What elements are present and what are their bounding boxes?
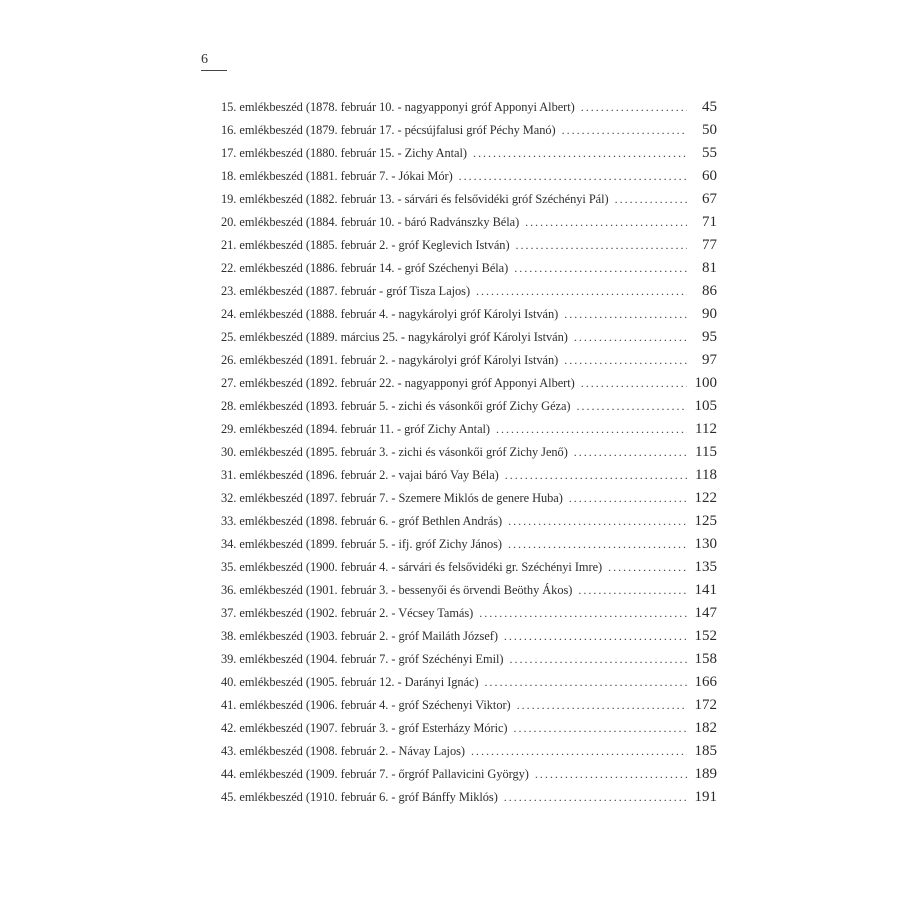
toc-dot-leader [575,372,687,395]
toc-dot-leader [602,556,687,579]
toc-entry [221,487,717,510]
toc-entry-title: 28. emlékbeszéd (1893. február 5. - zichi és vásonkői gróf Zichy Géza) [221,399,571,413]
toc-entry [221,441,717,464]
toc-entry [221,671,717,694]
toc-entry-page-number: 77 [702,237,717,253]
toc-entry-page-number: 71 [702,214,717,230]
toc-entry-page-number: 158 [694,651,717,667]
toc-dot-leader [508,257,687,280]
toc-entry-title: 15. emlékbeszéd (1878. február 10. - nagyapponyi gróf Apponyi Albert) [221,100,575,114]
toc-entry-page-number: 118 [695,467,717,483]
toc-entry [221,579,717,602]
toc-entry-page-number: 95 [702,329,717,345]
toc-entry [221,372,717,395]
toc-entry-page-number: 191 [694,789,717,805]
toc-entry [221,165,717,188]
toc-entry-title: 41. emlékbeszéd (1906. február 4. - gróf Széchenyi Viktor) [221,698,511,712]
toc-entry-title: 18. emlékbeszéd (1881. február 7. - Jókai Mór) [221,169,453,183]
toc-entry-page-number: 86 [702,283,717,299]
toc-entry [221,96,717,119]
toc-dot-leader [556,119,687,142]
toc-entry-title: 40. emlékbeszéd (1905. február 12. - Darányi Ignác) [221,675,479,689]
toc-entry [221,763,717,786]
toc-entry-page-number: 55 [702,145,717,161]
toc-dot-leader [558,349,687,372]
toc-dot-leader [575,96,687,119]
toc-entry-page-number: 189 [694,766,717,782]
toc-entry [221,234,717,257]
toc-entry-page-number: 185 [694,743,717,759]
toc-entry-page-number: 105 [694,398,717,414]
toc-entry-page-number: 135 [694,559,717,575]
page-number: 6 [201,52,208,67]
toc-entry-title: 44. emlékbeszéd (1909. február 7. - őrgróf Pallavicini György) [221,767,529,781]
toc-entry-page-number: 112 [695,421,717,437]
toc-entry [221,188,717,211]
toc-entry [221,349,717,372]
toc-entry-title: 42. emlékbeszéd (1907. február 3. - gróf Esterházy Móric) [221,721,508,735]
toc-dot-leader [502,533,687,556]
toc-dot-leader [499,464,687,487]
toc-entry-page-number: 182 [694,720,717,736]
toc-entry-page-number: 125 [694,513,717,529]
toc-entry [221,418,717,441]
toc-dot-leader [502,510,687,533]
toc-entry-title: 25. emlékbeszéd (1889. március 25. - nagykárolyi gróf Károlyi István) [221,330,568,344]
toc-entry-title: 22. emlékbeszéd (1886. február 14. - gróf Széchenyi Béla) [221,261,509,275]
toc-entry-page-number: 100 [694,375,717,391]
toc-entry [221,119,717,142]
toc-dot-leader [529,763,687,786]
toc-entry-page-number: 115 [695,444,717,460]
toc-dot-leader [470,280,687,303]
toc-dot-leader [508,717,688,740]
toc-dot-leader [465,740,687,763]
toc-entry [221,625,717,648]
toc-dot-leader [511,694,687,717]
toc-entry [221,303,717,326]
toc-dot-leader [558,303,687,326]
toc-dot-leader [479,671,687,694]
toc-entry [221,211,717,234]
toc-dot-leader [568,441,687,464]
toc-entry [221,786,717,809]
toc-entry-page-number: 172 [694,697,717,713]
toc-entry-title: 20. emlékbeszéd (1884. február 10. - báró Radvánszky Béla) [221,215,520,229]
toc-entry [221,648,717,671]
toc-entry [221,533,717,556]
toc-dot-leader [609,188,687,211]
toc-entry-title: 17. emlékbeszéd (1880. február 15. - Zichy Antal) [221,146,467,160]
toc-dot-leader [498,786,687,809]
toc-dot-leader [503,648,687,671]
toc-dot-leader [473,602,687,625]
toc-entry [221,257,717,280]
toc-entry [221,602,717,625]
toc-entry-title: 35. emlékbeszéd (1900. február 4. - sárvári és felsővidéki gr. Széchényi Imre) [221,560,603,574]
toc-dot-leader [498,625,687,648]
toc-entry-page-number: 122 [694,490,717,506]
toc-entry-title: 45. emlékbeszéd (1910. február 6. - gróf Bánffy Miklós) [221,790,498,804]
toc-entry-page-number: 130 [694,536,717,552]
toc-entry [221,280,717,303]
toc-dot-leader [467,142,687,165]
toc-entry-page-number: 97 [702,352,717,368]
toc-entry [221,510,717,533]
toc-entry-title: 16. emlékbeszéd (1879. február 17. - pécsújfalusi gróf Péchy Manó) [221,123,556,137]
toc-entry [221,694,717,717]
toc-entry-title: 27. emlékbeszéd (1892. február 22. - nagyapponyi gróf Apponyi Albert) [221,376,575,390]
toc-entry-page-number: 166 [694,674,717,690]
toc-dot-leader [568,326,687,349]
toc-entry [221,395,717,418]
toc-dot-leader [519,211,687,234]
toc-entry-title: 34. emlékbeszéd (1899. február 5. - ifj. gróf Zichy János) [221,537,502,551]
toc-entry-page-number: 60 [702,168,717,184]
toc-entry-page-number: 67 [702,191,717,207]
toc-entry [221,142,717,165]
toc-dot-leader [490,418,687,441]
toc-entry-page-number: 50 [702,122,717,138]
toc-entry-page-number: 141 [694,582,717,598]
toc-entry [221,464,717,487]
toc-entry-page-number: 152 [694,628,717,644]
toc-entry [221,717,717,740]
toc-entry-title: 19. emlékbeszéd (1882. február 13. - sárvári és felsővidéki gróf Széchényi Pál) [221,192,609,206]
toc-dot-leader [563,487,687,510]
toc-entry-title: 32. emlékbeszéd (1897. február 7. - Szemere Miklós de genere Huba) [221,491,563,505]
toc-entry-title: 29. emlékbeszéd (1894. február 11. - gróf Zichy Antal) [221,422,490,436]
page-number-rule [201,70,227,71]
toc-entry-title: 31. emlékbeszéd (1896. február 2. - vajai báró Vay Béla) [221,468,499,482]
toc-entry-title: 43. emlékbeszéd (1908. február 2. - Návay Lajos) [221,744,465,758]
toc-entry-page-number: 147 [694,605,717,621]
toc-entry-title: 30. emlékbeszéd (1895. február 3. - zichi és vásonkői gróf Zichy Jenő) [221,445,568,459]
toc-entry-title: 21. emlékbeszéd (1885. február 2. - gróf Keglevich István) [221,238,510,252]
table-of-contents [221,96,717,809]
toc-dot-leader [572,579,687,602]
toc-entry-title: 38. emlékbeszéd (1903. február 2. - gróf Mailáth József) [221,629,498,643]
toc-entry-title: 33. emlékbeszéd (1898. február 6. - gróf Bethlen András) [221,514,503,528]
toc-entry-title: 24. emlékbeszéd (1888. február 4. - nagykárolyi gróf Károlyi István) [221,307,559,321]
toc-entry [221,556,717,579]
toc-entry-page-number: 90 [702,306,717,322]
toc-entry-page-number: 81 [702,260,717,276]
toc-entry-title: 23. emlékbeszéd (1887. február - gróf Tisza Lajos) [221,284,471,298]
toc-entry-title: 36. emlékbeszéd (1901. február 3. - bessenyői és örvendi Beöthy Ákos) [221,583,573,597]
toc-entry-title: 37. emlékbeszéd (1902. február 2. - Vécsey Tamás) [221,606,474,620]
toc-dot-leader [571,395,687,418]
toc-entry [221,326,717,349]
toc-entry-title: 39. emlékbeszéd (1904. február 7. - gróf Széchényi Emil) [221,652,504,666]
toc-entry-page-number: 45 [702,99,717,115]
toc-entry-title: 26. emlékbeszéd (1891. február 2. - nagykárolyi gróf Károlyi István) [221,353,559,367]
toc-dot-leader [510,234,687,257]
toc-entry [221,740,717,763]
toc-dot-leader [453,165,687,188]
